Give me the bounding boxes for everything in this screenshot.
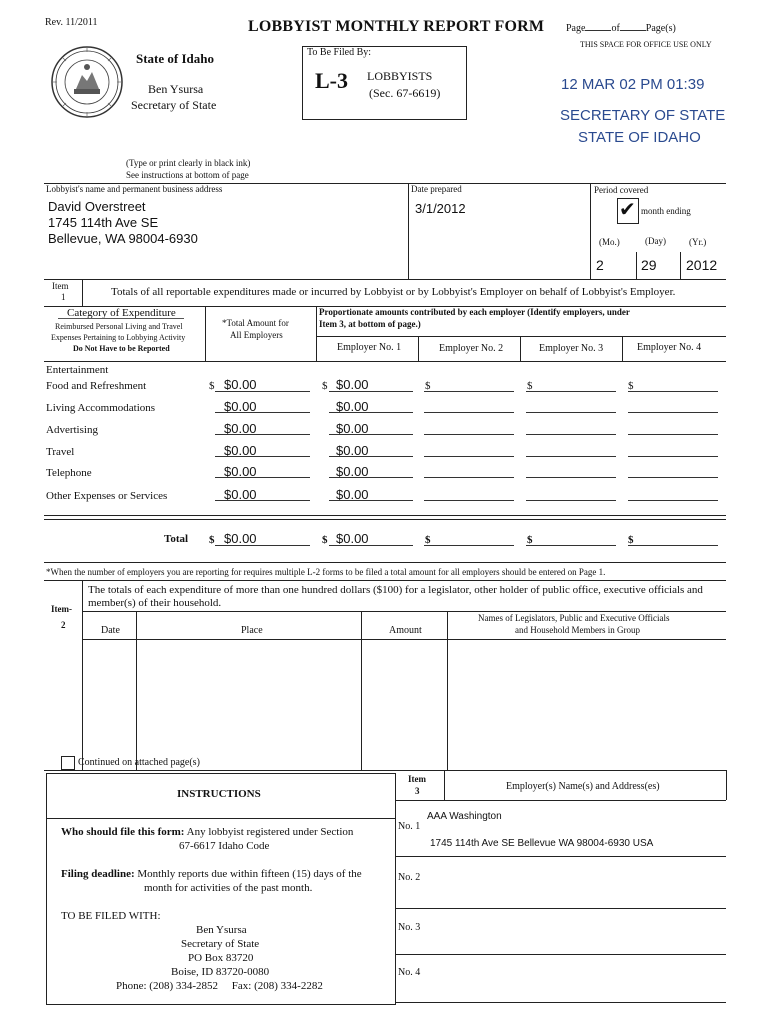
living-employer1-field[interactable]: $0.00 [336,399,369,414]
telephone-total-field[interactable]: $0.00 [224,464,257,479]
advertising-total-field[interactable]: $0.00 [224,421,257,436]
amount-underline [424,412,514,413]
amount-underline [628,434,718,435]
continued-checkbox[interactable] [61,756,75,770]
continued-label: Continued on attached page(s) [78,757,200,768]
amount-underline [628,545,718,546]
row-other-label: Other Expenses or Services [46,490,168,502]
who-should-file [61,826,353,838]
year-label: (Yr.) [689,237,707,247]
form-section: (Sec. 67-6619) [369,86,441,100]
item1-heading: Totals of all reportable expenditures made or incurred by Lobbyist or by Lobbyist's Employer on behalf of Lobbyist's Employer. [111,286,676,298]
dollar-sign: $ [527,534,533,546]
lobbyist-street-field[interactable]: 1745 114th Ave SE [48,215,159,230]
state-seal-icon [50,45,124,119]
dollar-sign: $ [209,534,215,546]
received-stamp-office: SECRETARY OF STATE [560,107,726,124]
advertising-employer1-field[interactable]: $0.00 [336,421,369,436]
total-all-label-2: All Employers [230,330,283,340]
see-instructions: See instructions at bottom of page [126,170,249,180]
form-title: LOBBYIST MONTHLY REPORT FORM [248,18,545,35]
col-names-header-2: and Household Members in Group [515,625,640,635]
address-line-3: PO Box 83720 [188,952,254,964]
of-label: of [611,23,620,34]
amount-underline [329,391,413,392]
received-stamp-date: 12 MAR 02 PM 01:39 [561,76,705,93]
address-line-1: Ben Ysursa [196,924,247,936]
instructions-title: INSTRUCTIONS [177,788,261,800]
amount-underline [215,434,310,435]
month-ending-checkbox[interactable] [617,198,639,224]
total-all-label-1: *Total Amount for [222,318,289,328]
dollar-sign: $ [322,380,328,392]
amount-underline [526,434,616,435]
col-place-header: Place [241,625,263,636]
item1-number: 1 [61,292,66,302]
received-stamp-state: STATE OF IDAHO [578,129,701,146]
amount-underline [526,391,616,392]
state-name: State of Idaho [136,51,215,66]
item3-label: Item [408,774,426,784]
employer1-name-field[interactable]: AAA Washington [427,811,502,822]
deadline-label: Filing deadline: [61,868,135,880]
amount-underline [329,500,413,501]
page-number-field[interactable] [566,23,676,34]
dollar-sign: $ [322,534,328,546]
amount-underline [424,477,514,478]
amount-underline [628,456,718,457]
dollar-sign: $ [209,380,215,392]
who-label: Who should file this form: [61,826,185,838]
check-mark-icon: ✔ [619,199,636,221]
employer-no4-label: No. 4 [398,967,421,978]
dollar-sign: $ [425,534,431,546]
who-text-2: 67-6617 Idaho Code [179,840,270,852]
form-type: LOBBYISTS [367,69,433,83]
amount-underline [628,477,718,478]
living-total-field[interactable]: $0.00 [224,399,257,414]
day-label: (Day) [645,236,666,246]
footnote: *When the number of employers you are reporting for requires multiple L-2 forms to be filed a total amount for all employers should be entered on Page 1. [46,567,606,577]
category-label: Category of Expenditure [67,307,176,319]
employer-4-header: Employer No. 4 [637,342,702,353]
telephone-employer1-field[interactable]: $0.00 [336,464,369,479]
secretary-title: Secretary of State [131,98,217,112]
amount-underline [424,434,514,435]
amount-underline [215,477,310,478]
period-covered-label: Period covered [594,185,649,195]
dollar-sign: $ [527,380,533,392]
employer-no2-label: No. 2 [398,872,421,883]
amount-underline [526,500,616,501]
item3-number: 3 [415,786,420,796]
amount-underline [424,456,514,457]
amount-underline [628,391,718,392]
employer1-address-field[interactable]: 1745 114th Ave SE Bellevue WA 98004-6930 USA [430,838,654,849]
address-line-4: Boise, ID 83720-0080 [171,966,270,978]
month-label: (Mo.) [599,237,620,247]
reimbursed-note-2: Expenses Pertaining to Lobbying Activity [51,333,186,342]
secretary-name: Ben Ysursa [148,82,204,96]
revision-date: Rev. 11/2011 [45,17,98,28]
amount-underline [329,456,413,457]
date-prepared-label: Date prepared [411,184,462,194]
travel-employer1-field[interactable]: $0.00 [336,443,369,458]
other-total-field[interactable]: $0.00 [224,487,257,502]
dollar-sign: $ [628,534,634,546]
filed-with-label: TO BE FILED WITH: [61,910,161,922]
row-telephone-label: Telephone [46,467,92,479]
employer-2-header: Employer No. 2 [439,343,504,354]
employer-1-header: Employer No. 1 [337,342,402,353]
amount-underline [215,412,310,413]
dollar-sign: $ [425,380,431,392]
reimbursed-note-1: Reimbursed Personal Living and Travel [55,322,183,331]
row-living-label: Living Accommodations [46,402,156,414]
row-food-label: Food and Refreshment [46,380,147,392]
item2-label: Item- [51,604,72,614]
reimbursed-note-3: Do Not Have to be Reported [73,344,170,353]
lobbyist-name-field[interactable]: David Overstreet [48,199,146,214]
month-ending-label: month ending [641,206,691,216]
employer-no3-label: No. 3 [398,922,421,933]
item2-heading-1: The totals of each expenditure of more than one hundred dollars ($100) for a legislator, other holder of public office, executive officials and [88,584,703,596]
who-text-1: Any lobbyist registered under Section [186,826,354,838]
employer-3-header: Employer No. 3 [539,343,604,354]
date-prepared-field[interactable]: 3/1/2012 [415,201,466,216]
page-label: Page [566,23,586,34]
amount-underline [329,434,413,435]
amount-underline [526,456,616,457]
ink-instruction: (Type or print clearly in black ink) [126,158,251,168]
grand-total-field[interactable]: $0.00 [224,531,257,546]
deadline-text-2: month for activities of the past month. [144,882,313,894]
item3-heading: Employer(s) Name(s) and Address(es) [506,781,660,792]
col-date-header: Date [101,625,120,636]
form-code: L-3 [315,68,348,93]
item2-number: 2 [61,620,66,630]
office-use-label: THIS SPACE FOR OFFICE USE ONLY [580,40,712,49]
amount-underline [215,500,310,501]
amount-underline [526,477,616,478]
row-advertising-label: Advertising [46,424,98,436]
filed-by-label: To Be Filed By: [307,47,372,58]
period-month-field[interactable]: 2 [596,257,604,273]
item2-heading-2: member(s) of their household. [88,597,222,609]
total-label: Total [164,533,189,545]
row-travel-label: Travel [46,446,75,458]
lobbyist-city-field[interactable]: Bellevue, WA 98004-6930 [48,231,198,246]
item1-label: Item [52,281,69,291]
lobbyist-address-label: Lobbyist's name and permanent business address [46,184,223,194]
amount-underline [628,500,718,501]
proportionate-label-2: Item 3, at bottom of page.) [319,319,421,329]
pages-label: Page(s) [645,23,676,34]
food-total-field[interactable]: $0.00 [224,377,257,392]
address-line-2: Secretary of State [181,938,260,950]
amount-underline [215,456,310,457]
period-year-field[interactable]: 2012 [686,257,718,273]
amount-underline [526,545,616,546]
filing-deadline [61,868,362,880]
travel-total-field[interactable]: $0.00 [224,443,257,458]
period-day-field[interactable]: 29 [641,257,657,273]
amount-underline [424,391,514,392]
employer-no1-label: No. 1 [398,821,421,832]
deadline-text-1: Monthly reports due within fifteen (15) days of the [137,868,362,880]
employer1-total-field[interactable]: $0.00 [336,531,369,546]
other-employer1-field[interactable]: $0.00 [336,487,369,502]
dollar-sign: $ [628,380,634,392]
amount-underline [329,412,413,413]
amount-underline [424,500,514,501]
amount-underline [628,412,718,413]
entertainment-label: Entertainment [46,364,109,376]
food-employer1-field[interactable]: $0.00 [336,377,369,392]
amount-underline [329,477,413,478]
amount-underline [526,412,616,413]
amount-underline [215,391,310,392]
proportionate-label-1: Proportionate amounts contributed by each employer (Identify employers, under [319,307,630,317]
phone-fax: Phone: (208) 334-2852 Fax: (208) 334-2282 [116,980,323,992]
amount-underline [424,545,514,546]
col-names-header-1: Names of Legislators, Public and Executive Officials [478,613,670,623]
col-amount-header: Amount [389,625,422,636]
